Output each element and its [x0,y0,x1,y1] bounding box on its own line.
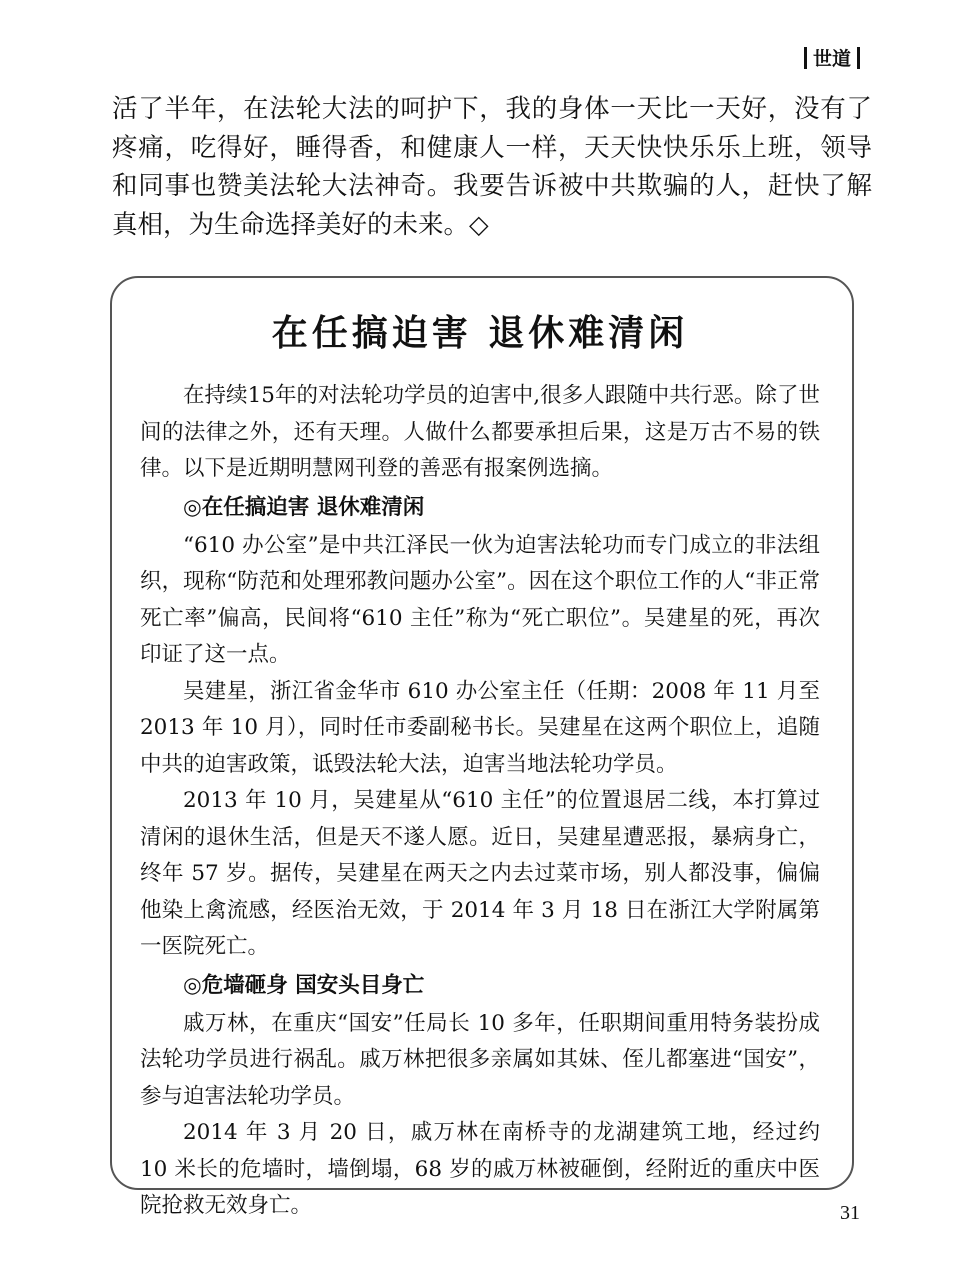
section-label: 世道 [812,48,851,70]
article-paragraph: 吴建星，浙江省金华市 610 办公室主任（任期：2008 年 11 月至 2013 年 10 月），同时任市委副秘书长。吴建星在这两个职位上，追随中共的迫害政策，诋毁法轮大法，迫害当地法轮功学员。 [140,678,820,777]
article-paragraph: 戚万林，在重庆“国安”任局长 10 多年，任职期间重用特务装扮成法轮功学员进行祸乱。戚万林把很多亲属如其妹、侄儿都塞进“国安”，参与迫害法轮功学员。 [140,1010,820,1109]
header-bar-left [804,47,807,69]
header-bar-right [857,47,860,69]
article-paragraph: 在持续15年的对法轮功学员的迫害中,很多人跟随中共行恶。除了世间的法律之外，还有天理。人做什么都要承担后果，这是万古不易的铁律。以下是近期明慧网刊登的善恶有报案例选摘。 [140,383,820,481]
article-paragraph: 2014 年 3 月 20 日，戚万林在南桥寺的龙湖建筑工地，经过约 10 米长的危墙时，墙倒塌，68 岁的戚万林被砸倒，经附近的重庆中医院抢救无效身亡。 [140,1120,820,1218]
article-subheading: ◎在任搞迫害 退休难清闲 [183,494,425,520]
intro-text-block [112,90,872,244]
page-number: 31 [840,1202,860,1224]
article-title: 在任搞迫害 退休难清闲 [271,312,689,354]
section-header [798,44,866,71]
article-subheading: ◎危墙砸身 国安头目身亡 [183,972,425,998]
intro-paragraph: 活了半年，在法轮大法的呵护下，我的身体一天比一天好，没有了疼痛，吃得好，睡得香，和健康人一样，天天快快乐乐上班，领导和同事也赞美法轮大法神奇。我要告诉被中共欺骗的人，赶快了解真相，为生命选择美好的未来。◇ [112,94,872,240]
article-body [140,378,820,1225]
article-paragraph: “610 办公室”是中共江泽民一伙为迫害法轮功而专门成立的非法组织，现称“防范和处理邪教问题办公室”。因在这个职位工作的人“非正常死亡率”偏高，民间将“610 主任”称为“死亡职位”。吴建星的死，再次印证了这一点。 [140,532,820,667]
article-paragraph: 2013 年 10 月，吴建星从“610 主任”的位置退居二线，本打算过清闲的退休生活，但是天不遂人愿。近日，吴建星遭恶报，暴病身亡，终年 57 岁。据传，吴建星在两天之内去过菜市场，别人都没事，偏偏他染上禽流感，经医治无效，于 2014 年 3 月 18 日在浙江大学附属第一医院死亡。 [140,788,820,959]
